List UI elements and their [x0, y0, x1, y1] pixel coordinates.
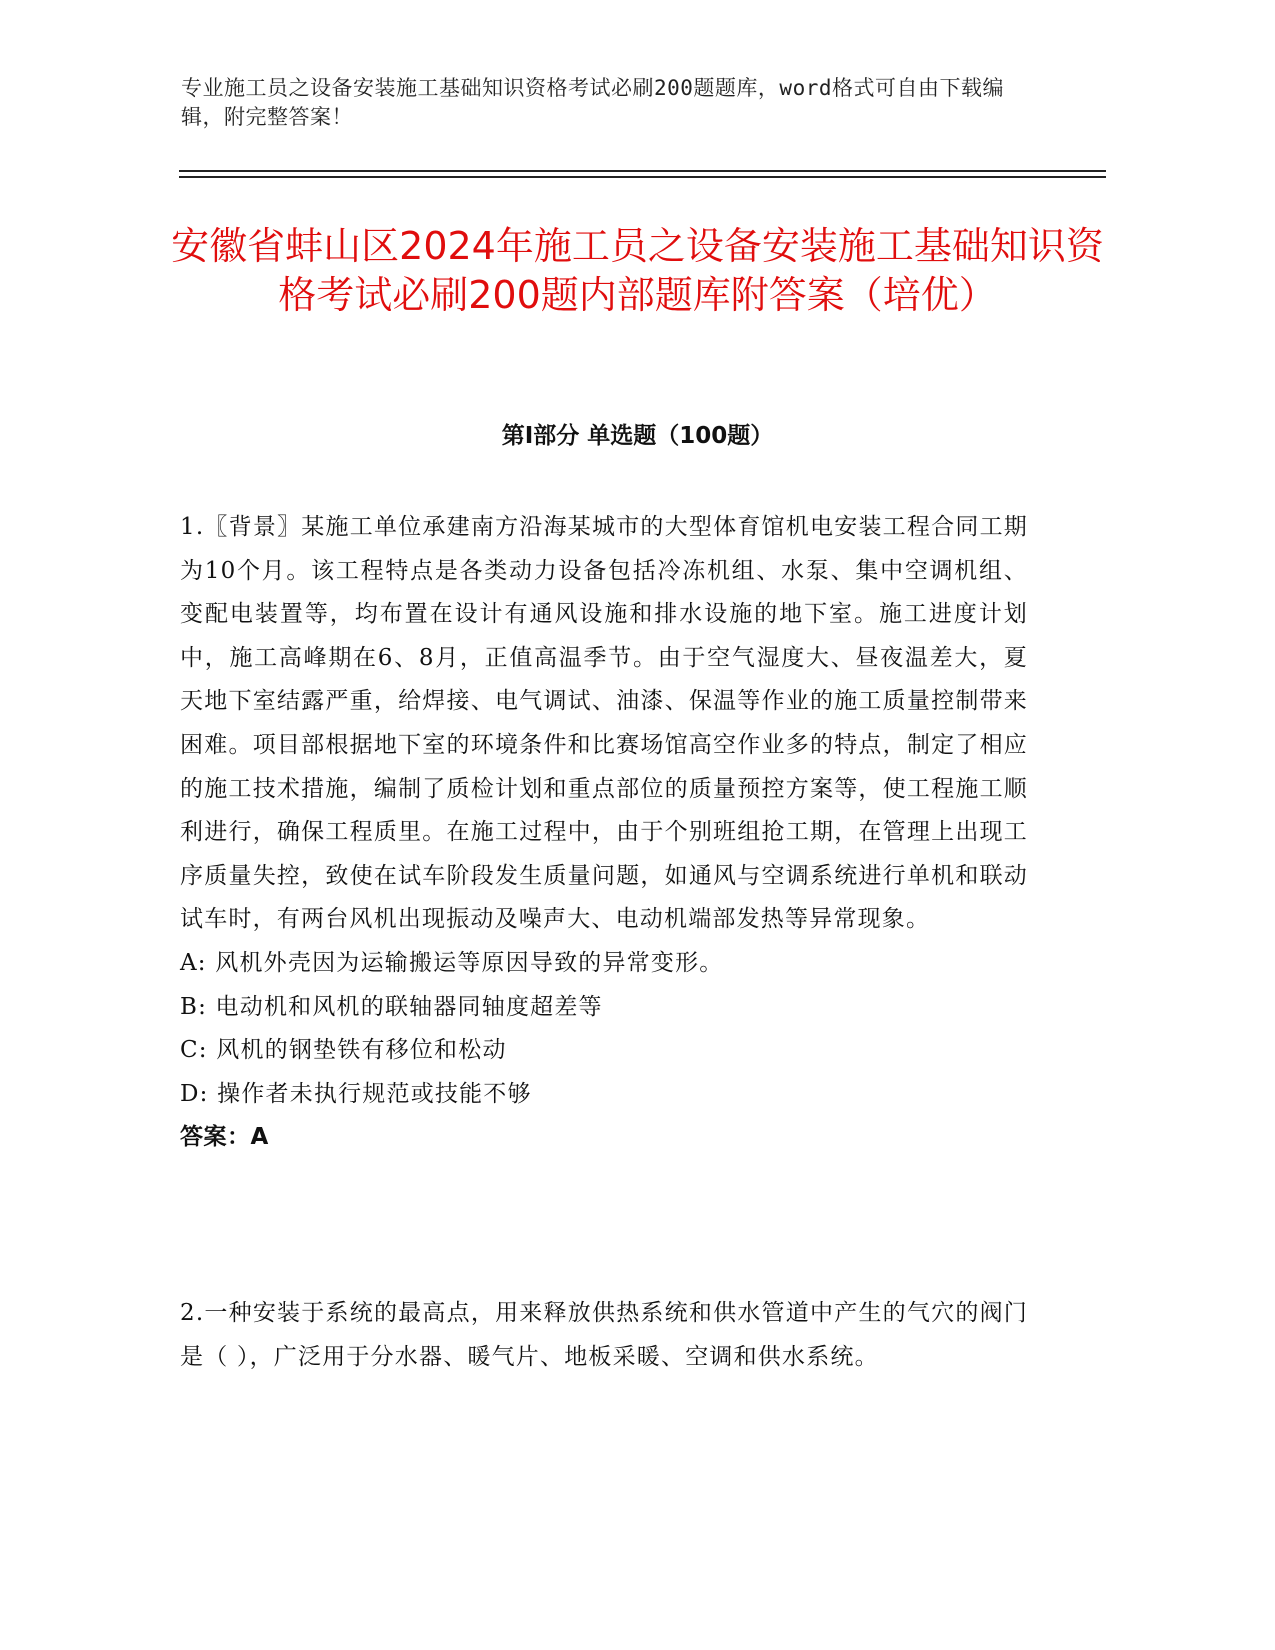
question-2-stem: 2.一种安装于系统的最高点，用来释放供热系统和供水管道中产生的气穴的阀门是（ ），广泛用于分水器、暖气片、地板采暖、空调和供水系统。 — [180, 1300, 1028, 1370]
section-heading: 第Ⅰ部分 单选题（100题） — [501, 423, 774, 449]
question-1 — [180, 506, 1028, 1160]
document-title: 安徽省蚌山区2024年施工员之设备安装施工基础知识资格考试必刷200题内部题库附答案（培优） — [171, 224, 1104, 317]
question-1-stem: 1.〖背景〗某施工单位承建南方沿海某城市的大型体育馆机电安装工程合同工期为10个月。该工程特点是各类动力设备包括冷冻机组、水泵、集中空调机组、变配电装置等，均布置在设计有通风设施和排水设施的地下室。施工进度计划中，施工高峰期在6、8月，正值高温季节。由于空气湿度大、昼夜温差大，夏天地下室结露严重，给焊接、电气调试、油漆、保温等作业的施工质量控制带来困难。项目部根据地下室的环境条件和比赛场馆高空作业多的特点，制定了相应的施工技术措施，编制了质检计划和重点部位的质量预控方案等，使工程施工顺利进行，确保工程质里。在施工过程中，由于个别班组抢工期，在管理上出现工序质量失控，致使在试车阶段发生质量问题，如通风与空调系统进行单机和联动试车时，有两台风机出现振动及噪声大、电动机端部发热等异常现象。 — [180, 514, 1028, 933]
question-1-option-b: B: 电动机和风机的联轴器同轴度超差等 — [180, 993, 603, 1020]
question-1-option-a: A: 风机外壳因为运输搬运等原因导致的异常变形。 — [180, 949, 724, 976]
question-1-option-d: D: 操作者未执行规范或技能不够 — [180, 1080, 532, 1107]
question-2 — [180, 1292, 1028, 1379]
header-divider-top — [179, 170, 1106, 172]
header-divider-bottom — [179, 176, 1106, 178]
question-1-answer: 答案：A — [180, 1124, 269, 1151]
question-1-option-c: C: 风机的钢垫铁有移位和松动 — [180, 1037, 507, 1064]
header-note: 专业施工员之设备安装施工基础知识资格考试必刷200题题库，word格式可自由下载编辑，附完整答案！ — [181, 76, 1004, 129]
